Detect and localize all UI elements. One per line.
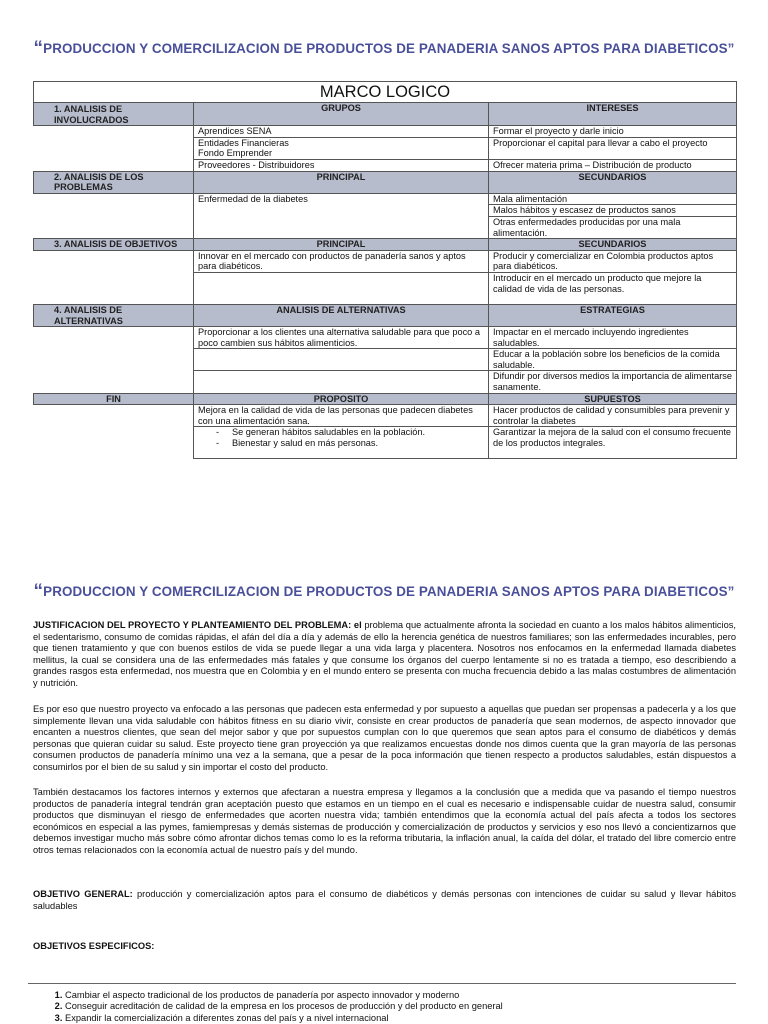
objetivos-list: [33, 990, 768, 1024]
section-label-involucrados: 1. ANALISIS DE INVOLUCRADOS: [34, 103, 194, 126]
document-title: “PRODUCCION Y COMERCILIZACION DE PRODUCTOS DE PANADERIA SANOS APTOS PARA DIABETICOS”: [33, 38, 735, 59]
list-item: - Se generan hábitos saludables en la población.: [232, 427, 484, 438]
section-label-objetivos: 3. ANALISIS DE OBJETIVOS: [34, 239, 194, 251]
column-header-intereses: INTERESES: [489, 103, 737, 126]
table-row: Enfermedad de la diabetes Mala alimentación: [34, 193, 737, 205]
column-header-supuestos: SUPUESTOS: [489, 393, 737, 405]
table-row: Otras enfermedades producidas por una mala alimentación.: [34, 216, 737, 238]
marco-logico-table: [33, 81, 737, 459]
section-label-alternativas: 4. ANALISIS DE ALTERNATIVAS: [34, 304, 194, 326]
table-row: Difundir por diversos medios la importancia de alimentarse sanamente.: [34, 371, 737, 393]
justificacion-paragraph: JUSTIFICACION DEL PROYECTO Y PLANTEAMIENTO DEL PROBLEMA: el problema que actualmente afronta la sociedad en cuanto a los malos hábitos alimenticios, el sedentarismo, consumo de comidas rápidas, el afán del día a día y además de ello la herencia genética de nuestros familiares; son las enfermedades incurables, pero que tienen tratamiento y que con buenos estilos de vida se puede llegar a una vida larga y placentera. Nosotros nos enfocamos en la enfermedad llamada diabetes mellitus, la cual se considera una de las enfermedades más fatales y que consume los órganos del cuerpo lentamente si no es tratada a tiempo, eso describiendo a grandes rasgos esta enfermedad, nos muestra que en Colombia y en el mundo entero se presenta con mucha frecuencia debido a las malas costumbres de alimentación y nutrición.: [33, 620, 736, 688]
list-item: 3. Expandir la comercialización a diferentes zonas del país y a nivel internacional: [65, 1013, 768, 1024]
table-row: Entidades Financieras Fondo Emprender Proporcionar el capital para llevar a cabo el proyecto: [34, 137, 737, 159]
column-header-analisis-alternativas: ANALISIS DE ALTERNATIVAS: [194, 304, 489, 326]
column-header-principal: PRINCIPAL: [194, 239, 489, 251]
divider: [28, 983, 736, 984]
column-header-secundarios: SECUNDARIOS: [489, 239, 737, 251]
table-row: Proporcionar a los clientes una alternativa saludable para que poco a poco cambien sus hábitos alimenticios. Impactar en el mercado incluyendo ingredientes saludables.: [34, 327, 737, 349]
list-item: - Bienestar y salud en más personas.: [232, 438, 484, 449]
marco-logico-title: MARCO LOGICO: [34, 82, 737, 103]
document-title-repeat: “PRODUCCION Y COMERCILIZACION DE PRODUCTOS DE PANADERIA SANOS APTOS PARA DIABETICOS”: [33, 581, 735, 602]
column-header-secundarios: SECUNDARIOS: [489, 171, 737, 193]
table-row: Introducir en el mercado un producto que mejore la calidad de vida de las personas.: [34, 272, 737, 304]
table-row: Malos hábitos y escasez de productos sanos: [34, 205, 737, 217]
body-paragraph: Es por eso que nuestro proyecto va enfocado a las personas que padecen esta enfermedad y por supuesto a aquellas que puedan ser propensas a padecerla y a los que simplemente llevan una vida saludable con hábitos fitness en su diario vivir, consiste en crear productos de panadería que sean modernos, de aspecto innovador que encanten a nuestros clientes, que sean del mejor sabor y que por supuestos cumplan con lo que queremos que sean aptos para el consumo de diabéticos y demás personas que quieran cuidar su salud. Este proyecto tiene gran proyección ya que realizamos encuestas donde nos dimos cuenta que la gran mayoría de las personas consumen productos de panadería mínimo una vez a la semana, que a pesar de la poca información que tienen respecto a productos saludables, están dispuestos a consumirlos por el bien de su salud y sin importar el costo del producto.: [33, 704, 736, 772]
table-row: Proveedores - Distribuidores Ofrecer materia prima – Distribución de producto: [34, 159, 737, 171]
body-paragraph: También destacamos los factores internos y externos que afectaran a nuestra empresa y llegamos a la conclusión que a medida que va pasando el tiempo nuestros productos de panadería integral tendrán gran aceptación puesto que estamos en un tiempo en el cual es necesario e indispensable cuidar de nuestra salud, consumir productos que disminuyan el riesgo de enfermedades que acorten nuestra vida; también entendimos que la economía actual del país afecta a todos los sectores económicos en especial a las pymes, famiempresas y demás sistemas de producción y comercialización de productos y servicios y eso nos llevó a concientizarnos que debemos investigar mucho más sobre cómo afrontar dichos temas como lo es la reforma tributaria, la inflación anual, la caída del dólar, el tratado del libre comercio entre otros temas relacionados con la economía actual de nuestro país y del mundo.: [33, 787, 736, 855]
table-row: Educar a la población sobre los beneficios de la comida saludable.: [34, 349, 737, 371]
bullet-list: [198, 427, 484, 448]
objetivo-general-paragraph: OBJETIVO GENERAL: producción y comercialización aptos para el consumo de diabéticos y demás personas con intenciones de cuidar su salud y llevar hábitos saludables: [33, 889, 736, 911]
column-header-proposito: PROPOSITO: [194, 393, 489, 405]
table-row: Aprendices SENA Formar el proyecto y darle inicio: [34, 126, 737, 138]
table-row: Mejora en la calidad de vida de las personas que padecen diabetes con una alimentación sana. Hacer productos de calidad y consumibles para prevenir y controlar la diabetes: [34, 405, 737, 427]
column-header-grupos: GRUPOS: [194, 103, 489, 126]
column-header-principal: PRINCIPAL: [194, 171, 489, 193]
section-label-problemas: 2. ANALISIS DE LOS PROBLEMAS: [34, 171, 194, 193]
objetivos-especificos-heading: OBJETIVOS ESPECIFICOS:: [33, 941, 155, 951]
table-row: - Se generan hábitos saludables en la población. - Bienestar y salud en más personas. Garantizar la mejora de la salud con el consumo frecuente de los productos integrales.: [34, 427, 737, 459]
section-label-fin: FIN: [34, 393, 194, 405]
list-item: 1. Cambiar el aspecto tradicional de los productos de panadería por aspecto innovador y moderno: [65, 990, 768, 1001]
list-item: 2. Conseguir acreditación de calidad de la empresa en los procesos de producción y del producto en general: [65, 1001, 768, 1012]
column-header-estrategias: ESTRATEGIAS: [489, 304, 737, 326]
table-row: Innovar en el mercado con productos de panadería sanos y aptos para diabéticos. Producir y comercializar en Colombia productos aptos para diabéticos.: [34, 250, 737, 272]
